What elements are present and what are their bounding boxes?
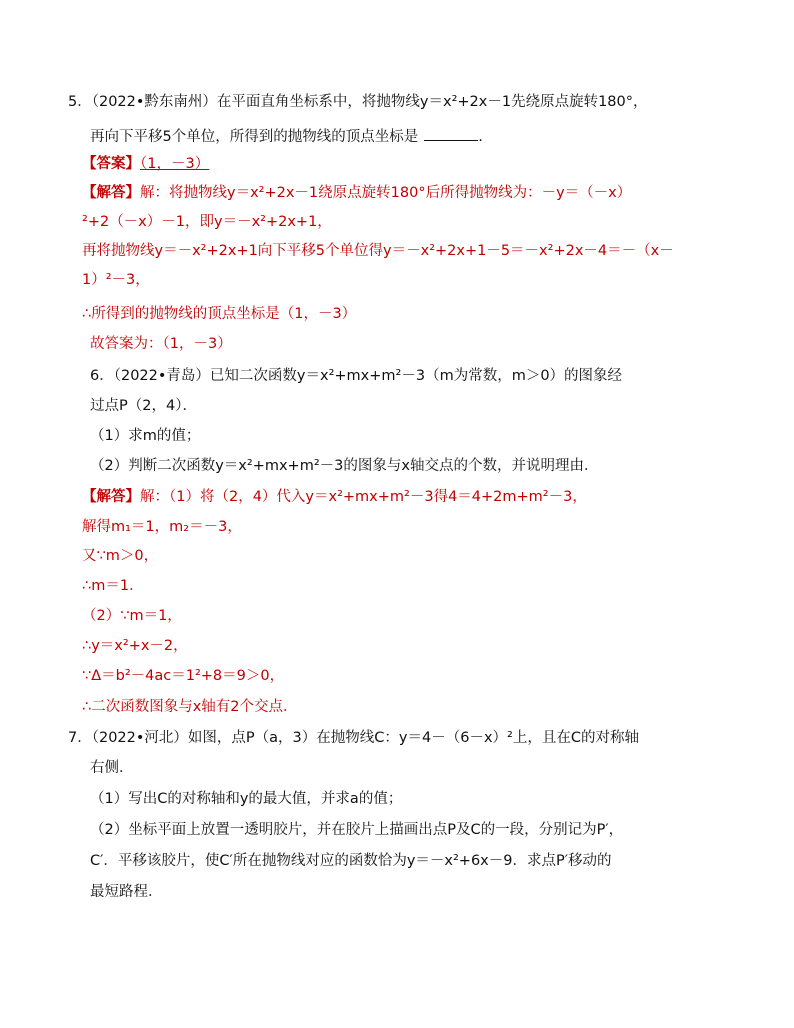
q5-jieda-line6: 故答案为：（1，－3） xyxy=(90,336,232,352)
q5-jieda-line5: ∴所得到的抛物线的顶点坐标是（1，－3） xyxy=(82,306,357,322)
q6-line2: 过点P（2，4）． xyxy=(90,398,197,414)
q5-answer-value: （1，－3） xyxy=(140,156,210,172)
q6-jieda-line7: ∵Δ＝b²－4ac＝1²+8＝9＞0， xyxy=(82,668,285,684)
q5-line2-text: 再向下平移5个单位，所得到的抛物线的顶点坐标是 xyxy=(90,129,419,145)
q5-jieda-line1 xyxy=(82,183,631,203)
q7-sub2-line1: （2）坐标平面上放置一透明胶片，并在胶片上描画出点P及C的一段，分别记为P′， xyxy=(90,822,624,838)
q5-jieda-line3: 再将抛物线y＝－x²+2x+1向下平移5个单位得y＝－x²+2x+1－5＝－x²+2x－4＝－（x－ xyxy=(82,243,674,259)
q5-answer-tag: 【答案】 xyxy=(82,156,140,172)
q7-line1: 7．（2022•河北）如图，点P（a，3）在抛物线C：y＝4－（6－x）²上，且在C的对称轴 xyxy=(68,730,639,746)
q5-jieda-line4: 1）²－3， xyxy=(82,272,150,288)
q7-sub1: （1）写出C的对称轴和y的最大值，并求a的值； xyxy=(90,791,403,807)
q6-sub1: （1）求m的值； xyxy=(90,428,201,444)
q7-line2: 右侧． xyxy=(90,760,134,776)
q6-jieda-line2: 解得m₁＝1，m₂＝－3， xyxy=(82,519,242,535)
q6-jieda-line3: 又∵m＞0， xyxy=(82,548,159,564)
q5-jieda-line2: ²+2（－x）－1，即y＝－x²+2x+1， xyxy=(82,214,332,230)
q6-jieda-line5: （2）∵m＝1， xyxy=(82,608,182,624)
q5-line1: 5．（2022•黔东南州）在平面直角坐标系中，将抛物线y＝x²+2x－1先绕原点旋转180°， xyxy=(68,94,648,110)
q5-line2 xyxy=(90,126,483,147)
q5-jieda-tag: 【解答】 xyxy=(82,185,140,201)
q7-sub2-line3: 最短路程． xyxy=(90,884,163,900)
q6-jieda-line1-text: 解：（1）将（2，4）代入y＝x²+mx+m²－3得4＝4+2m+m²－3， xyxy=(140,489,587,505)
q5-jieda-line1-text: 解：将抛物线y＝x²+2x－1绕原点旋转180°后所得抛物线为：－y＝（－x） xyxy=(140,185,632,201)
q6-jieda-line1 xyxy=(82,487,587,507)
q5-line2-end: . xyxy=(478,129,483,145)
q6-jieda-line6: ∴y＝x²+x－2， xyxy=(82,638,188,654)
q6-sub2: （2）判断二次函数y＝x²+mx+m²－3的图象与x轴交点的个数，并说明理由． xyxy=(90,458,599,474)
q5-answer-blank xyxy=(424,126,478,141)
q6-jieda-tag: 【解答】 xyxy=(82,489,140,505)
q6-jieda-line4: ∴m＝1． xyxy=(82,578,144,594)
q6-jieda-line8: ∴二次函数图象与x轴有2个交点． xyxy=(82,699,298,715)
q6-line1: 6．（2022•青岛）已知二次函数y＝x²+mx+m²－3（m为常数，m＞0）的图象经 xyxy=(90,368,623,384)
q7-sub2-line2: C′．平移该胶片，使C′所在抛物线对应的函数恰为y＝－x²+6x－9．求点P′移动的 xyxy=(90,853,612,869)
q5-answer xyxy=(82,154,209,174)
